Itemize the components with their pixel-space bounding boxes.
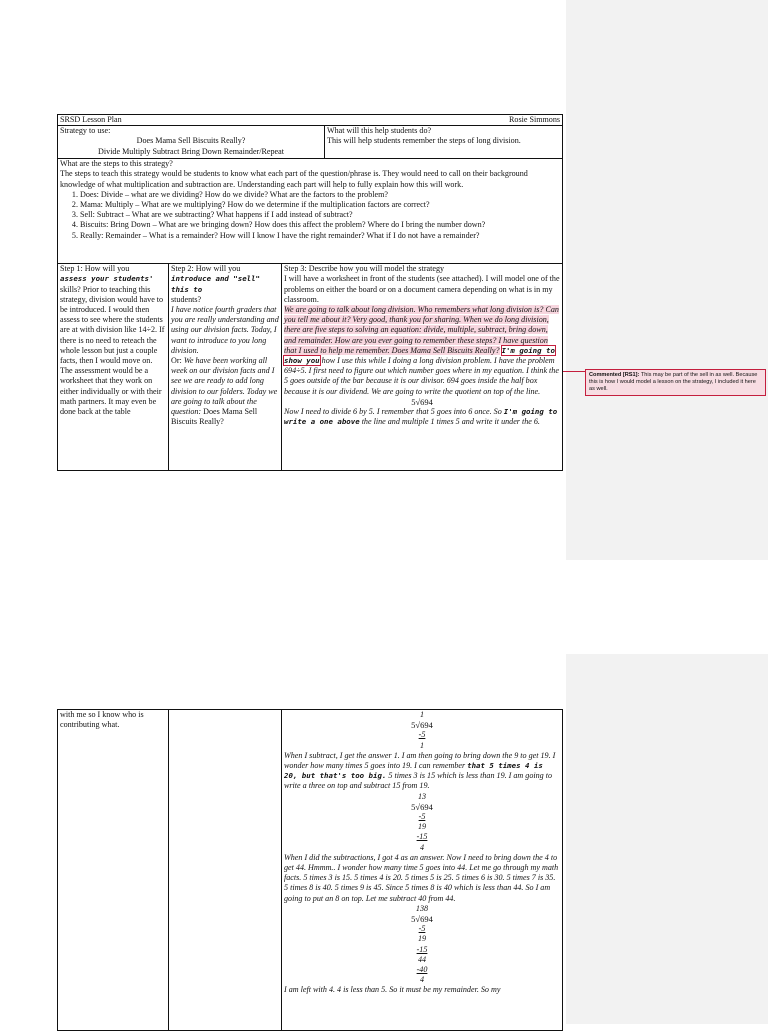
para-2: When I did the subtractions, I got 4 as an answer. Now I need to bring down the 4 to get 44. Hmmm.. I wonder how many time 5 goes into 44. Let me go through my math facts. 5 times 3 is 15. 5 times 4 is 20. 5 times 5 is 25. 5 times 6 is 30. 5 times 7 is 35. 5 times 8 is 40. 5 times 9 is 45. Since 5 times 8 is 40 which is less than 44. So I am going to put an 8 on top. Let me subtract 40 from 44.	[284, 852, 559, 903]
step2-question: Does Mama Sell Biscuits Really?	[171, 407, 258, 427]
calc-block-2: 13 5√694 -5 19 -15 4	[411, 791, 433, 852]
plan-title: SRSD Lesson Plan	[60, 115, 122, 124]
left-column-cont	[58, 710, 169, 1031]
comment-connector	[563, 371, 586, 372]
step1-handwritten: assess your students'	[60, 274, 154, 284]
step3-next-text: Now I need to divide 6 by 5. I remember that 5 goes into 6 once. So	[284, 407, 502, 417]
lesson-plan-table-continued	[57, 709, 563, 1031]
division-bracket: 5√694	[411, 396, 433, 407]
step-item: 4. Biscuits: Bring Down – What are we bringing down? How does this affect the problem? Where do I bring the number down?	[80, 220, 560, 230]
step-item: 3. Sell: Subtract – What are we subtracting? What happens if I add instead of subtract?	[80, 210, 560, 220]
strategy-label: Strategy to use:	[60, 126, 111, 136]
step2-example-2: We have been working all week on our division facts and I see we are ready to add long division to our folders. Today we are going to talk about the question:	[171, 356, 278, 417]
steps-question: What are the steps to this strategy?	[60, 159, 173, 169]
para-1-handwritten: that 5 times 4 is 20, but that's too big.	[284, 761, 543, 781]
comment-gutter-2	[566, 654, 768, 1024]
help-cell	[325, 126, 563, 159]
para-1: When I subtract, I get the answer 1. I am then going to bring down the 9 to get 19. I wonder how many times 5 goes into 19. I can remember	[284, 750, 556, 771]
step2-handwritten: introduce and "sell" this to	[171, 274, 260, 294]
step3-end-text: the line and multiple 1 times 5 and write it under the 6.	[361, 417, 540, 427]
comment-tag: Commented [RS1]:	[589, 372, 640, 378]
step-item: 1. Does: Divide – what are we dividing? How do we divide? What are the factors to the problem?	[80, 190, 560, 200]
step2-example-1: I have notice fourth graders that you are really understanding and using our division facts. Today, I want to introduce to you long division.	[171, 305, 279, 355]
calc-block-3: 138 5√694 -5 19 -15 44 -40 4	[411, 903, 433, 985]
highlighted-sell-text[interactable]: We are going to talk about long division. Who remembers what long division is? Can you tell me about it? Very good, thank you for sharing. When we do long division, there are five steps to solving an equation: divide, multiple, subtract, bring down, and remainder. How are you ever going to remember these steps? I have question that I used to help me remember. Does Mama Sell Biscuits Really?	[284, 305, 559, 355]
step3-cell	[282, 264, 563, 471]
step2-cell	[169, 264, 282, 471]
step3-heading: Step 3: Describe how you will model the strategy	[284, 264, 445, 274]
steps-list	[60, 190, 560, 241]
step-item: 5. Really: Remainder – What is a remainder? How will I know I have the right remainder? What if I do not have a remainder?	[80, 231, 560, 241]
strategy-cell	[58, 126, 325, 159]
para-3: I am left with 4. 4 is less than 5. So it must be my remainder. So my	[284, 985, 501, 995]
help-answer: This will help students remember the steps of long division.	[327, 136, 521, 146]
middle-column-cont	[169, 710, 282, 1031]
step-item: 2. Mama: Multiply – What are we multiplying? How do we determine if the multiplication factors are correct?	[80, 200, 560, 210]
step2-body: students?	[171, 294, 202, 304]
step2-heading: Step 2: How will you	[171, 264, 241, 274]
comment-balloon[interactable]	[585, 369, 766, 396]
step2-or: Or:	[171, 356, 182, 366]
step1-body: skills? Prior to teaching this strategy, division would have to be introduced. I would then assess to see where the students are at with division like 14÷2. If there is no need to reteach the whole lesson but just a couple facts, then I would move on. The assessment would be a worksheet that they work on either individually or with their math partners. It may even be done back at the table	[60, 284, 165, 417]
para-1b: 5 times 3 is 15 which is less than 19. I am going to write a three on top and subtract 15 from 19.	[284, 771, 553, 791]
help-question: What will this help students do?	[327, 126, 432, 136]
strategy-mnemonic: Does Mama Sell Biscuits Really?	[136, 136, 246, 146]
step3-handwritten-2: I'm going to write a one above	[284, 407, 558, 427]
steps-intro: The steps to teach this strategy would be students to know what each part of the question/phrase is. They would need to call on their background knowledge of what multiplication and subtraction are. Understanding each part will help to fully explain how this will work.	[60, 169, 528, 189]
left-cont-text: with me so I know who is contributing what.	[60, 710, 144, 730]
step1-cell	[58, 264, 169, 471]
strategy-steps: Divide Multiply Subtract Bring Down Remainder/Repeat	[98, 146, 284, 156]
author-name: Rosie Simmons	[509, 115, 561, 124]
step3-model-text: how I use this while I doing a long division problem. I have the problem 694÷5. I first need to figure out which number goes where in my equation. I think the 5 goes outside of the bar because it is our divisor. 694 goes inside the half box because it is our dividend. We are going to write the quotient on top of the line.	[284, 356, 559, 396]
comment-text: This may be part of the sell in as well. Because this is how I would model a lesson on the strategy, I included it here as well.	[589, 372, 758, 392]
step3-body: I will have a worksheet in front of the students (see attached). I will model one of the problems on either the board or on a document camera depending on what is in my classroom.	[284, 274, 560, 304]
header-row	[58, 115, 563, 126]
comment-gutter-1	[566, 0, 768, 560]
calc-block-1: 1 5√694 -5 1	[411, 710, 433, 750]
lesson-plan-table	[57, 114, 563, 471]
step1-heading: Step 1: How will you	[60, 264, 130, 274]
right-column-cont	[282, 710, 563, 1031]
steps-cell	[58, 159, 563, 264]
step3-handwritten-1: I'm going to show you	[284, 345, 555, 366]
page-gap	[0, 560, 768, 654]
